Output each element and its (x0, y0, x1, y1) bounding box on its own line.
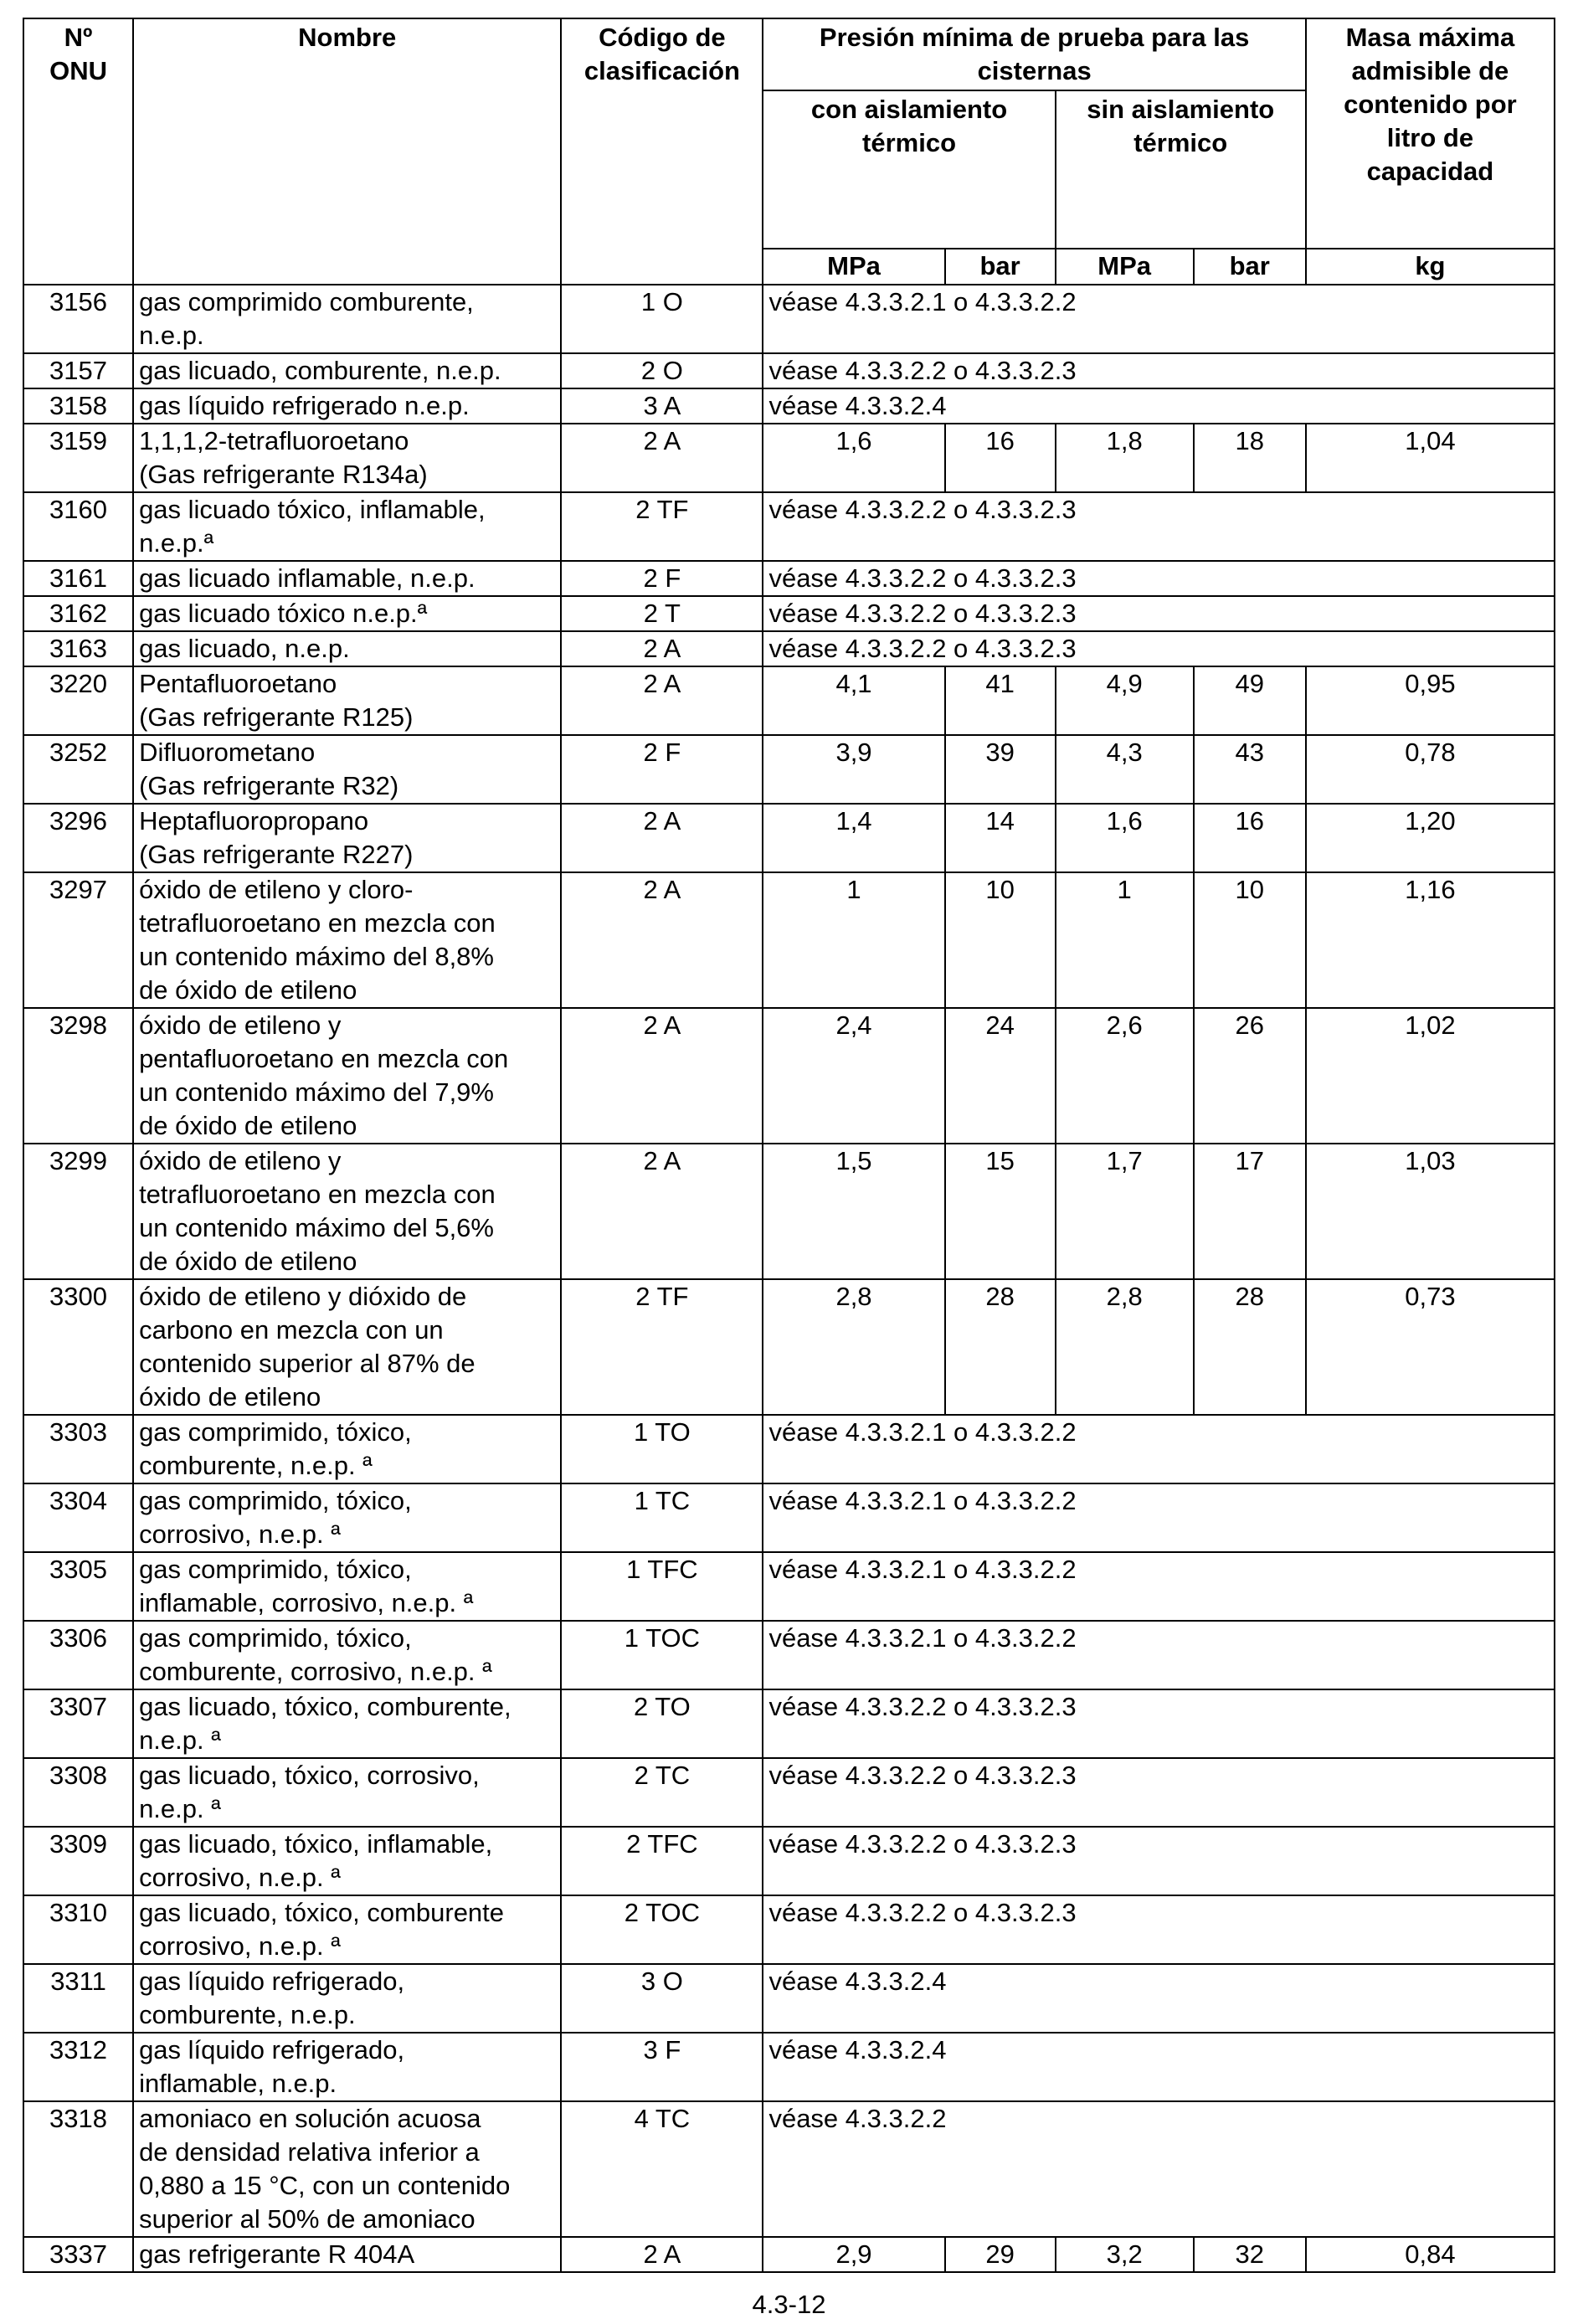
mpa-insulated: 1,6 (763, 424, 944, 492)
mpa-insulated: 1,5 (763, 1144, 944, 1279)
substance-name: óxido de etileno y pentafluoroetano en mezcla con un contenido máximo del 7,9% de óxido de etileno (133, 1008, 561, 1144)
onu-number: 3299 (23, 1144, 133, 1279)
unit-mpa-insulated: MPa (763, 249, 944, 285)
substance-name: gas líquido refrigerado, inflamable, n.e.p. (133, 2033, 561, 2101)
bar-uninsulated: 10 (1194, 872, 1306, 1008)
classification-code: 1 TOC (561, 1621, 763, 1689)
onu-number: 3296 (23, 804, 133, 872)
header-uninsulated: sin aislamiento térmico (1056, 90, 1306, 249)
header-insulated: con aislamiento térmico (763, 90, 1055, 249)
classification-code: 2 F (561, 735, 763, 804)
mpa-uninsulated: 2,6 (1056, 1008, 1194, 1144)
classification-code: 2 TFC (561, 1827, 763, 1895)
unit-bar-uninsulated: bar (1194, 249, 1306, 285)
classification-code: 1 TC (561, 1483, 763, 1552)
classification-code: 2 A (561, 872, 763, 1008)
table-row (23, 424, 1555, 492)
onu-number: 3304 (23, 1483, 133, 1552)
classification-code: 2 A (561, 1008, 763, 1144)
bar-uninsulated: 43 (1194, 735, 1306, 804)
onu-number: 3311 (23, 1964, 133, 2033)
reference-note: véase 4.3.3.2.4 (763, 2033, 1555, 2101)
onu-number: 3309 (23, 1827, 133, 1895)
mpa-uninsulated: 1,6 (1056, 804, 1194, 872)
bar-uninsulated: 26 (1194, 1008, 1306, 1144)
onu-number: 3303 (23, 1415, 133, 1483)
table-row (23, 561, 1555, 596)
bar-insulated: 24 (945, 1008, 1056, 1144)
substance-name: gas comprimido comburente, n.e.p. (133, 285, 561, 353)
table-row (23, 1279, 1555, 1415)
mpa-insulated: 1 (763, 872, 944, 1008)
onu-number: 3298 (23, 1008, 133, 1144)
reference-note: véase 4.3.3.2.2 o 4.3.3.2.3 (763, 353, 1555, 388)
max-mass-kg: 0,84 (1306, 2237, 1555, 2272)
classification-code: 1 O (561, 285, 763, 353)
table-row (23, 596, 1555, 631)
table-row (23, 492, 1555, 561)
onu-number: 3159 (23, 424, 133, 492)
table-row (23, 1895, 1555, 1964)
max-mass-kg: 0,78 (1306, 735, 1555, 804)
onu-number: 3308 (23, 1758, 133, 1827)
onu-number: 3162 (23, 596, 133, 631)
substance-name: 1,1,1,2-tetrafluoroetano (Gas refrigerante R134a) (133, 424, 561, 492)
onu-number: 3156 (23, 285, 133, 353)
classification-code: 3 F (561, 2033, 763, 2101)
onu-number: 3337 (23, 2237, 133, 2272)
bar-uninsulated: 49 (1194, 666, 1306, 735)
table-row (23, 2033, 1555, 2101)
substance-name: gas licuado, comburente, n.e.p. (133, 353, 561, 388)
max-mass-kg: 0,73 (1306, 1279, 1555, 1415)
substance-name: óxido de etileno y dióxido de carbono en mezcla con un contenido superior al 87% de óxido de etileno (133, 1279, 561, 1415)
onu-number: 3300 (23, 1279, 133, 1415)
table-row (23, 1621, 1555, 1689)
classification-code: 2 F (561, 561, 763, 596)
substance-name: Difluorometano (Gas refrigerante R32) (133, 735, 561, 804)
table-row (23, 735, 1555, 804)
mpa-uninsulated: 1,8 (1056, 424, 1194, 492)
mpa-uninsulated: 1,7 (1056, 1144, 1194, 1279)
onu-number: 3161 (23, 561, 133, 596)
mpa-insulated: 2,9 (763, 2237, 944, 2272)
bar-insulated: 29 (945, 2237, 1056, 2272)
substance-name: gas licuado, tóxico, corrosivo, n.e.p. ª (133, 1758, 561, 1827)
table-row (23, 631, 1555, 666)
bar-uninsulated: 28 (1194, 1279, 1306, 1415)
table-row (23, 2101, 1555, 2237)
onu-number: 3312 (23, 2033, 133, 2101)
classification-code: 2 TC (561, 1758, 763, 1827)
header-onu: Nº ONU (23, 18, 133, 285)
classification-code: 1 TFC (561, 1552, 763, 1621)
reference-note: véase 4.3.3.2.1 o 4.3.3.2.2 (763, 1621, 1555, 1689)
mpa-uninsulated: 4,3 (1056, 735, 1194, 804)
bar-uninsulated: 17 (1194, 1144, 1306, 1279)
reference-note: véase 4.3.3.2.2 o 4.3.3.2.3 (763, 1827, 1555, 1895)
reference-note: véase 4.3.3.2.2 o 4.3.3.2.3 (763, 596, 1555, 631)
table-row (23, 1415, 1555, 1483)
onu-number: 3306 (23, 1621, 133, 1689)
substance-name: gas licuado inflamable, n.e.p. (133, 561, 561, 596)
header-name: Nombre (133, 18, 561, 285)
reference-note: véase 4.3.3.2.1 o 4.3.3.2.2 (763, 1415, 1555, 1483)
reference-note: véase 4.3.3.2.2 o 4.3.3.2.3 (763, 561, 1555, 596)
reference-note: véase 4.3.3.2.2 o 4.3.3.2.3 (763, 1895, 1555, 1964)
table-row (23, 2237, 1555, 2272)
page-number: 4.3-12 (752, 2290, 826, 2319)
mpa-insulated: 3,9 (763, 735, 944, 804)
gas-tank-table (23, 18, 1555, 2273)
mpa-uninsulated: 4,9 (1056, 666, 1194, 735)
onu-number: 3318 (23, 2101, 133, 2237)
bar-uninsulated: 32 (1194, 2237, 1306, 2272)
substance-name: Heptafluoropropano (Gas refrigerante R227) (133, 804, 561, 872)
classification-code: 2 O (561, 353, 763, 388)
reference-note: véase 4.3.3.2.1 o 4.3.3.2.2 (763, 1552, 1555, 1621)
classification-code: 2 A (561, 424, 763, 492)
table-row (23, 1964, 1555, 2033)
reference-note: véase 4.3.3.2.2 o 4.3.3.2.3 (763, 631, 1555, 666)
reference-note: véase 4.3.3.2.2 (763, 2101, 1555, 2237)
substance-name: gas comprimido, tóxico, corrosivo, n.e.p. ª (133, 1483, 561, 1552)
onu-number: 3163 (23, 631, 133, 666)
mpa-insulated: 1,4 (763, 804, 944, 872)
substance-name: gas licuado, tóxico, inflamable, corrosivo, n.e.p. ª (133, 1827, 561, 1895)
bar-insulated: 14 (945, 804, 1056, 872)
table-row (23, 804, 1555, 872)
max-mass-kg: 1,20 (1306, 804, 1555, 872)
substance-name: gas comprimido, tóxico, comburente, corrosivo, n.e.p. ª (133, 1621, 561, 1689)
table-row (23, 1827, 1555, 1895)
mpa-uninsulated: 3,2 (1056, 2237, 1194, 2272)
table-row (23, 285, 1555, 353)
bar-insulated: 15 (945, 1144, 1056, 1279)
substance-name: gas licuado tóxico, inflamable, n.e.p.ª (133, 492, 561, 561)
table-row (23, 872, 1555, 1008)
max-mass-kg: 1,03 (1306, 1144, 1555, 1279)
mpa-uninsulated: 1 (1056, 872, 1194, 1008)
header-mass: Masa máxima admisible de contenido por litro de capacidad (1306, 18, 1555, 249)
onu-number: 3220 (23, 666, 133, 735)
onu-number: 3157 (23, 353, 133, 388)
unit-bar-insulated: bar (945, 249, 1056, 285)
classification-code: 3 A (561, 388, 763, 424)
table-row (23, 1008, 1555, 1144)
mpa-uninsulated: 2,8 (1056, 1279, 1194, 1415)
substance-name: Pentafluoroetano (Gas refrigerante R125) (133, 666, 561, 735)
table-row (23, 1483, 1555, 1552)
table-row (23, 1552, 1555, 1621)
max-mass-kg: 1,04 (1306, 424, 1555, 492)
onu-number: 3160 (23, 492, 133, 561)
onu-number: 3305 (23, 1552, 133, 1621)
max-mass-kg: 0,95 (1306, 666, 1555, 735)
substance-name: óxido de etileno y tetrafluoroetano en mezcla con un contenido máximo del 5,6% de óxido de etileno (133, 1144, 561, 1279)
classification-code: 2 A (561, 666, 763, 735)
substance-name: gas licuado, tóxico, comburente, n.e.p. ª (133, 1689, 561, 1758)
classification-code: 1 TO (561, 1415, 763, 1483)
bar-insulated: 10 (945, 872, 1056, 1008)
reference-note: véase 4.3.3.2.4 (763, 1964, 1555, 2033)
substance-name: gas líquido refrigerado, comburente, n.e.p. (133, 1964, 561, 2033)
mpa-insulated: 2,4 (763, 1008, 944, 1144)
mpa-insulated: 4,1 (763, 666, 944, 735)
classification-code: 2 A (561, 631, 763, 666)
bar-insulated: 16 (945, 424, 1056, 492)
bar-insulated: 28 (945, 1279, 1056, 1415)
substance-name: gas licuado tóxico n.e.p.ª (133, 596, 561, 631)
onu-number: 3310 (23, 1895, 133, 1964)
table-row (23, 353, 1555, 388)
substance-name: gas comprimido, tóxico, inflamable, corrosivo, n.e.p. ª (133, 1552, 561, 1621)
substance-name: gas licuado, n.e.p. (133, 631, 561, 666)
classification-code: 2 TOC (561, 1895, 763, 1964)
reference-note: véase 4.3.3.2.4 (763, 388, 1555, 424)
reference-note: véase 4.3.3.2.2 o 4.3.3.2.3 (763, 1758, 1555, 1827)
reference-note: véase 4.3.3.2.2 o 4.3.3.2.3 (763, 492, 1555, 561)
substance-name: gas licuado, tóxico, comburente corrosivo, n.e.p. ª (133, 1895, 561, 1964)
onu-number: 3307 (23, 1689, 133, 1758)
classification-code: 2 A (561, 2237, 763, 2272)
bar-insulated: 39 (945, 735, 1056, 804)
classification-code: 2 A (561, 1144, 763, 1279)
bar-uninsulated: 18 (1194, 424, 1306, 492)
table-row (23, 1144, 1555, 1279)
reference-note: véase 4.3.3.2.1 o 4.3.3.2.2 (763, 285, 1555, 353)
substance-name: gas comprimido, tóxico, comburente, n.e.p. ª (133, 1415, 561, 1483)
max-mass-kg: 1,16 (1306, 872, 1555, 1008)
header-pressure: Presión mínima de prueba para las cisternas (763, 18, 1305, 90)
table-body (23, 285, 1555, 2272)
substance-name: amoniaco en solución acuosa de densidad relativa inferior a 0,880 a 15 °C, con un contenido superior al 50% de amoniaco (133, 2101, 561, 2237)
onu-number: 3158 (23, 388, 133, 424)
table-row (23, 1689, 1555, 1758)
onu-number: 3297 (23, 872, 133, 1008)
substance-name: gas líquido refrigerado n.e.p. (133, 388, 561, 424)
max-mass-kg: 1,02 (1306, 1008, 1555, 1144)
unit-mpa-uninsulated: MPa (1056, 249, 1194, 285)
bar-insulated: 41 (945, 666, 1056, 735)
onu-number: 3252 (23, 735, 133, 804)
mpa-insulated: 2,8 (763, 1279, 944, 1415)
classification-code: 2 TF (561, 1279, 763, 1415)
table-row (23, 1758, 1555, 1827)
substance-name: óxido de etileno y cloro- tetrafluoroetano en mezcla con un contenido máximo del 8,8% de óxido de etileno (133, 872, 561, 1008)
classification-code: 2 TO (561, 1689, 763, 1758)
table-row (23, 666, 1555, 735)
classification-code: 3 O (561, 1964, 763, 2033)
table-row (23, 388, 1555, 424)
classification-code: 2 A (561, 804, 763, 872)
classification-code: 4 TC (561, 2101, 763, 2237)
classification-code: 2 T (561, 596, 763, 631)
substance-name: gas refrigerante R 404A (133, 2237, 561, 2272)
classification-code: 2 TF (561, 492, 763, 561)
bar-uninsulated: 16 (1194, 804, 1306, 872)
reference-note: véase 4.3.3.2.1 o 4.3.3.2.2 (763, 1483, 1555, 1552)
reference-note: véase 4.3.3.2.2 o 4.3.3.2.3 (763, 1689, 1555, 1758)
header-code: Código de clasificación (561, 18, 763, 285)
unit-kg: kg (1306, 249, 1555, 285)
